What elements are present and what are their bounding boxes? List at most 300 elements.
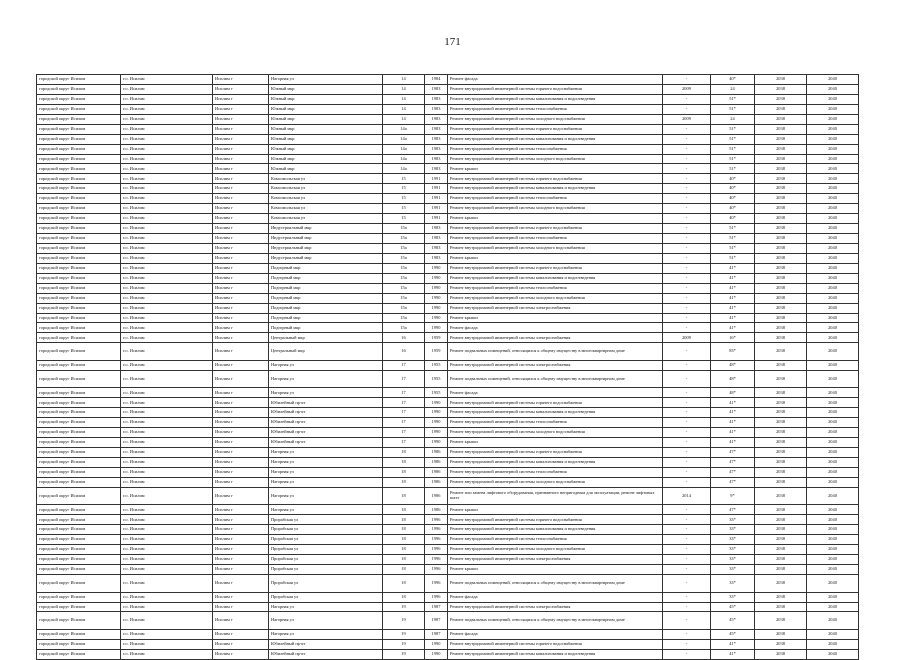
settlement-cell: Исилим г	[213, 94, 269, 104]
plan-end-cell: 2040	[807, 303, 859, 313]
wear-percent-cell: 51*	[711, 164, 755, 174]
table-row	[37, 398, 859, 408]
district-cell: городской округ Исилим	[37, 535, 121, 545]
plan-end-cell: 2040	[807, 263, 859, 273]
page-number: 171	[444, 36, 461, 48]
house-number-cell: 18	[383, 467, 425, 477]
street-cell: Подгорный мкр	[269, 323, 383, 333]
work-type-cell: Ремонт внутридомовой инженерной системы горячего водоснабжения	[448, 84, 663, 94]
house-number-cell: 14а	[383, 144, 425, 154]
build-year-cell: 1983	[425, 253, 448, 263]
plan-start-cell: 2038	[755, 333, 807, 343]
district-cell: городской округ Исилим	[37, 253, 121, 263]
settlement-cell: Исилим г	[213, 84, 269, 94]
street-cell: Нагорная ул	[269, 388, 383, 398]
plan-start-cell: 2038	[755, 253, 807, 263]
work-type-cell: Ремонт внутридомовой инженерной системы теплоснабжения	[448, 283, 663, 293]
street-cell: Юбилейный пр-кт	[269, 408, 383, 418]
build-year-cell: 1991	[425, 184, 448, 194]
street-cell: Южный мкр	[269, 84, 383, 94]
work-type-cell: Ремонт внутридомовой инженерной системы горячего водоснабжения	[448, 639, 663, 649]
district-cell: городской округ Исилим	[37, 525, 121, 535]
work-type-cell: Ремонт внутридомовой инженерной системы холодного водоснабжения	[448, 545, 663, 555]
plan-end-cell: 2040	[807, 164, 859, 174]
house-number-cell: 15а	[383, 263, 425, 273]
build-year-cell: 1990	[425, 428, 448, 438]
table-row	[37, 438, 859, 448]
plan-end-cell: 2040	[807, 639, 859, 649]
district-cell: городской округ Исилим	[37, 574, 121, 592]
work-type-cell: Ремонт внутридомовой инженерной системы канализования и водоотведения	[448, 525, 663, 535]
settlement-cell: Исилим г	[213, 428, 269, 438]
settlement-cell: Исилим г	[213, 224, 269, 234]
build-year-cell: 1996	[425, 515, 448, 525]
last-repair-year-cell: -	[663, 612, 711, 630]
build-year-cell: 1990	[425, 313, 448, 323]
last-repair-year-cell: -	[663, 323, 711, 333]
settlement-cell: Исилим г	[213, 448, 269, 458]
wear-percent-cell: 41*	[711, 649, 755, 659]
wear-percent-cell: 40*	[711, 204, 755, 214]
build-year-cell: 1990	[425, 283, 448, 293]
last-repair-year-cell: -	[663, 535, 711, 545]
district-cell: городской округ Исилим	[37, 243, 121, 253]
wear-percent-cell: 41*	[711, 263, 755, 273]
locality-cell: г.о. Исилим	[121, 194, 213, 204]
settlement-cell: Исилим г	[213, 184, 269, 194]
build-year-cell: 1983	[425, 124, 448, 134]
table-row	[37, 592, 859, 602]
build-year-cell: 1996	[425, 525, 448, 535]
plan-end-cell: 2040	[807, 398, 859, 408]
settlement-cell: Исилим г	[213, 438, 269, 448]
work-type-cell: Ремонт внутридомовой инженерной системы электроснабжения	[448, 555, 663, 565]
plan-end-cell: 2040	[807, 535, 859, 545]
build-year-cell: 1987	[425, 612, 448, 630]
build-year-cell: 1959	[425, 333, 448, 343]
table-row	[37, 535, 859, 545]
district-cell: городской округ Исилим	[37, 448, 121, 458]
street-cell: Нагорная ул	[269, 448, 383, 458]
work-type-cell: Ремонт внутридомовой инженерной системы канализования и водоотведения	[448, 408, 663, 418]
build-year-cell: 1990	[425, 649, 448, 659]
district-cell: городской округ Исилим	[37, 134, 121, 144]
work-type-cell: Ремонт подвальных помещений, относящихся к общему имуществу в многоквартирном доме	[448, 612, 663, 630]
house-number-cell: 14а	[383, 124, 425, 134]
wear-percent-cell: 40*	[711, 194, 755, 204]
plan-end-cell: 2040	[807, 574, 859, 592]
locality-cell: г.о. Исилим	[121, 428, 213, 438]
build-year-cell: 1990	[425, 293, 448, 303]
wear-percent-cell: 33*	[711, 535, 755, 545]
build-year-cell: 1983	[425, 114, 448, 124]
street-cell: Южный мкр	[269, 104, 383, 114]
street-cell: Южный мкр	[269, 134, 383, 144]
plan-start-cell: 2038	[755, 224, 807, 234]
table-row	[37, 253, 859, 263]
last-repair-year-cell: 2009	[663, 114, 711, 124]
locality-cell: г.о. Исилим	[121, 487, 213, 505]
house-number-cell: 18	[383, 515, 425, 525]
street-cell: Прорабская ул	[269, 592, 383, 602]
street-cell: Нагорная ул	[269, 360, 383, 370]
locality-cell: г.о. Исилим	[121, 343, 213, 361]
settlement-cell: Исилим г	[213, 243, 269, 253]
plan-start-cell: 2038	[755, 639, 807, 649]
last-repair-year-cell: 2009	[663, 84, 711, 94]
locality-cell: г.о. Исилим	[121, 515, 213, 525]
settlement-cell: Исилим г	[213, 408, 269, 418]
last-repair-year-cell: -	[663, 75, 711, 85]
wear-percent-cell: 41*	[711, 323, 755, 333]
build-year-cell: 1986	[425, 467, 448, 477]
plan-start-cell: 2038	[755, 630, 807, 640]
district-cell: городской округ Исилим	[37, 144, 121, 154]
work-type-cell: Ремонт фасада	[448, 592, 663, 602]
table-row	[37, 323, 859, 333]
last-repair-year-cell: -	[663, 592, 711, 602]
house-number-cell: 15а	[383, 243, 425, 253]
table-row	[37, 565, 859, 575]
plan-start-cell: 2038	[755, 313, 807, 323]
build-year-cell: 1959	[425, 343, 448, 361]
plan-start-cell: 2038	[755, 565, 807, 575]
plan-end-cell: 2040	[807, 545, 859, 555]
wear-percent-cell: 41*	[711, 293, 755, 303]
wear-percent-cell: 40*	[711, 174, 755, 184]
street-cell: Подгорный мкр	[269, 303, 383, 313]
plan-start-cell: 2038	[755, 114, 807, 124]
settlement-cell: Исилим г	[213, 124, 269, 134]
last-repair-year-cell: -	[663, 313, 711, 323]
plan-end-cell: 2040	[807, 487, 859, 505]
plan-end-cell: 2040	[807, 184, 859, 194]
locality-cell: г.о. Исилим	[121, 75, 213, 85]
district-cell: городской округ Исилим	[37, 418, 121, 428]
district-cell: городской округ Исилим	[37, 505, 121, 515]
wear-percent-cell: 51*	[711, 134, 755, 144]
work-type-cell: Ремонт внутридомовой инженерной системы горячего водоснабжения	[448, 224, 663, 234]
plan-start-cell: 2038	[755, 84, 807, 94]
locality-cell: г.о. Исилим	[121, 234, 213, 244]
plan-end-cell: 2040	[807, 293, 859, 303]
plan-end-cell: 2040	[807, 388, 859, 398]
locality-cell: г.о. Исилим	[121, 360, 213, 370]
house-number-cell: 14	[383, 75, 425, 85]
plan-end-cell: 2040	[807, 194, 859, 204]
plan-end-cell: 2040	[807, 253, 859, 263]
locality-cell: г.о. Исилим	[121, 555, 213, 565]
wear-percent-cell: 47*	[711, 505, 755, 515]
wear-percent-cell: 47*	[711, 467, 755, 477]
house-number-cell: 14	[383, 104, 425, 114]
build-year-cell: 1955	[425, 370, 448, 388]
house-number-cell: 15а	[383, 313, 425, 323]
street-cell: Южный мкр	[269, 144, 383, 154]
build-year-cell: 1986	[425, 487, 448, 505]
street-cell: Юбилейный пр-кт	[269, 649, 383, 659]
work-type-cell: Ремонт подвальных помещений, относящихся к общему имуществу в многоквартирном доме	[448, 343, 663, 361]
last-repair-year-cell: -	[663, 234, 711, 244]
wear-percent-cell: 33*	[711, 515, 755, 525]
build-year-cell: 1990	[425, 438, 448, 448]
street-cell: Комсомольская ул	[269, 204, 383, 214]
plan-end-cell: 2040	[807, 75, 859, 85]
table-row	[37, 144, 859, 154]
settlement-cell: Исилим г	[213, 535, 269, 545]
district-cell: городской округ Исилим	[37, 75, 121, 85]
street-cell: Прорабская ул	[269, 525, 383, 535]
house-number-cell: 15а	[383, 323, 425, 333]
house-number-cell: 18	[383, 565, 425, 575]
house-number-cell: 15а	[383, 273, 425, 283]
plan-end-cell: 2040	[807, 418, 859, 428]
street-cell: Нагорная ул	[269, 630, 383, 640]
wear-percent-cell: 9*	[711, 487, 755, 505]
plan-start-cell: 2038	[755, 592, 807, 602]
plan-end-cell: 2040	[807, 408, 859, 418]
work-type-cell: Ремонт фасада	[448, 388, 663, 398]
plan-end-cell: 2040	[807, 370, 859, 388]
locality-cell: г.о. Исилим	[121, 303, 213, 313]
plan-start-cell: 2038	[755, 525, 807, 535]
last-repair-year-cell: -	[663, 263, 711, 273]
work-type-cell: Ремонт внутридомовой инженерной системы канализования и водоотведения	[448, 184, 663, 194]
table-row	[37, 104, 859, 114]
plan-end-cell: 2040	[807, 360, 859, 370]
plan-start-cell: 2038	[755, 94, 807, 104]
house-number-cell: 19	[383, 649, 425, 659]
plan-start-cell: 2038	[755, 124, 807, 134]
house-number-cell: 17	[383, 418, 425, 428]
table-row	[37, 343, 859, 361]
work-type-cell: Ремонт внутридомовой инженерной системы горячего водоснабжения	[448, 124, 663, 134]
settlement-cell: Исилим г	[213, 114, 269, 124]
build-year-cell: 1990	[425, 263, 448, 273]
build-year-cell: 1983	[425, 134, 448, 144]
locality-cell: г.о. Исилим	[121, 505, 213, 515]
last-repair-year-cell: -	[663, 525, 711, 535]
table-row	[37, 467, 859, 477]
wear-percent-cell: 51*	[711, 154, 755, 164]
build-year-cell: 1996	[425, 592, 448, 602]
locality-cell: г.о. Исилим	[121, 458, 213, 468]
last-repair-year-cell: -	[663, 477, 711, 487]
locality-cell: г.о. Исилим	[121, 174, 213, 184]
house-number-cell: 17	[383, 388, 425, 398]
house-number-cell: 15	[383, 204, 425, 214]
last-repair-year-cell: -	[663, 639, 711, 649]
work-type-cell: Ремонт внутридомовой инженерной системы горячего водоснабжения	[448, 174, 663, 184]
work-type-cell: Ремонт внутридомовой инженерной системы электроснабжения	[448, 602, 663, 612]
build-year-cell: 1986	[425, 505, 448, 515]
build-year-cell: 1983	[425, 224, 448, 234]
last-repair-year-cell: -	[663, 458, 711, 468]
wear-percent-cell: 47*	[711, 458, 755, 468]
street-cell: Прорабская ул	[269, 515, 383, 525]
work-type-cell: Ремонт внутридомовой инженерной системы горячего водоснабжения	[448, 263, 663, 273]
wear-percent-cell: 41*	[711, 398, 755, 408]
work-type-cell: Ремонт внутридомовой инженерной системы канализования и водоотведения	[448, 94, 663, 104]
work-type-cell: Ремонт или замена лифтового оборудования, признанного непригодным для эксплуатации, ремонт лифтовых шахт	[448, 487, 663, 505]
work-type-cell: Ремонт крыши	[448, 313, 663, 323]
wear-percent-cell: 51*	[711, 124, 755, 134]
last-repair-year-cell: -	[663, 144, 711, 154]
build-year-cell: 1983	[425, 84, 448, 94]
work-type-cell: Ремонт внутридомовой инженерной системы канализования и водоотведения	[448, 458, 663, 468]
plan-end-cell: 2040	[807, 323, 859, 333]
plan-start-cell: 2038	[755, 388, 807, 398]
settlement-cell: Исилим г	[213, 263, 269, 273]
last-repair-year-cell: -	[663, 408, 711, 418]
table-row	[37, 313, 859, 323]
house-number-cell: 15а	[383, 224, 425, 234]
wear-percent-cell: 24	[711, 84, 755, 94]
table-row	[37, 224, 859, 234]
plan-end-cell: 2040	[807, 505, 859, 515]
last-repair-year-cell: -	[663, 515, 711, 525]
wear-percent-cell: 33*	[711, 545, 755, 555]
work-type-cell: Ремонт крыши	[448, 214, 663, 224]
street-cell: Нагорная ул	[269, 370, 383, 388]
locality-cell: г.о. Исилим	[121, 154, 213, 164]
build-year-cell: 1983	[425, 154, 448, 164]
house-number-cell: 18	[383, 505, 425, 515]
house-number-cell: 15а	[383, 303, 425, 313]
table-row	[37, 408, 859, 418]
street-cell: Прорабская ул	[269, 574, 383, 592]
plan-start-cell: 2038	[755, 467, 807, 477]
settlement-cell: Исилим г	[213, 303, 269, 313]
district-cell: городской округ Исилим	[37, 94, 121, 104]
district-cell: городской округ Исилим	[37, 639, 121, 649]
locality-cell: г.о. Исилим	[121, 639, 213, 649]
work-type-cell: Ремонт внутридомовой инженерной системы теплоснабжения	[448, 104, 663, 114]
plan-start-cell: 2038	[755, 144, 807, 154]
locality-cell: г.о. Исилим	[121, 545, 213, 555]
house-number-cell: 15	[383, 194, 425, 204]
district-cell: городской округ Исилим	[37, 224, 121, 234]
plan-start-cell: 2038	[755, 303, 807, 313]
district-cell: городской округ Исилим	[37, 343, 121, 361]
wear-percent-cell: 41*	[711, 438, 755, 448]
house-number-cell: 17	[383, 408, 425, 418]
house-number-cell: 15а	[383, 253, 425, 263]
plan-end-cell: 2040	[807, 649, 859, 659]
table-row	[37, 283, 859, 293]
locality-cell: г.о. Исилим	[121, 224, 213, 234]
wear-percent-cell: 40*	[711, 214, 755, 224]
locality-cell: г.о. Исилим	[121, 184, 213, 194]
plan-end-cell: 2040	[807, 565, 859, 575]
last-repair-year-cell: -	[663, 428, 711, 438]
work-type-cell: Ремонт внутридомовой инженерной системы холодного водоснабжения	[448, 243, 663, 253]
wear-percent-cell: 16*	[711, 333, 755, 343]
table-row	[37, 333, 859, 343]
wear-percent-cell: 51*	[711, 224, 755, 234]
build-year-cell: 1984	[425, 75, 448, 85]
table-row	[37, 75, 859, 85]
street-cell: Прорабская ул	[269, 555, 383, 565]
last-repair-year-cell: -	[663, 370, 711, 388]
house-number-cell: 14	[383, 94, 425, 104]
table-row	[37, 505, 859, 515]
wear-percent-cell: 41*	[711, 313, 755, 323]
district-cell: городской округ Исилим	[37, 649, 121, 659]
district-cell: городской округ Исилим	[37, 477, 121, 487]
plan-end-cell: 2040	[807, 94, 859, 104]
plan-end-cell: 2040	[807, 283, 859, 293]
district-cell: городской округ Исилим	[37, 174, 121, 184]
plan-start-cell: 2038	[755, 283, 807, 293]
plan-start-cell: 2038	[755, 458, 807, 468]
district-cell: городской округ Исилим	[37, 154, 121, 164]
street-cell: Южный мкр	[269, 124, 383, 134]
table-row	[37, 184, 859, 194]
table-row	[37, 602, 859, 612]
last-repair-year-cell: -	[663, 204, 711, 214]
settlement-cell: Исилим г	[213, 204, 269, 214]
locality-cell: г.о. Исилим	[121, 565, 213, 575]
plan-end-cell: 2040	[807, 438, 859, 448]
district-cell: городской округ Исилим	[37, 124, 121, 134]
settlement-cell: Исилим г	[213, 313, 269, 323]
settlement-cell: Исилим г	[213, 477, 269, 487]
plan-end-cell: 2040	[807, 234, 859, 244]
last-repair-year-cell: -	[663, 164, 711, 174]
district-cell: городской округ Исилим	[37, 234, 121, 244]
locality-cell: г.о. Исилим	[121, 388, 213, 398]
house-number-cell: 15а	[383, 234, 425, 244]
work-type-cell: Ремонт внутридомовой инженерной системы теплоснабжения	[448, 194, 663, 204]
work-type-cell: Ремонт подвальных помещений, относящихся к общему имуществу в многоквартирном доме	[448, 574, 663, 592]
locality-cell: г.о. Исилим	[121, 164, 213, 174]
build-year-cell: 1986	[425, 477, 448, 487]
house-number-cell: 15	[383, 184, 425, 194]
last-repair-year-cell: -	[663, 273, 711, 283]
house-number-cell: 18	[383, 477, 425, 487]
settlement-cell: Исилим г	[213, 639, 269, 649]
last-repair-year-cell: -	[663, 303, 711, 313]
table-row	[37, 214, 859, 224]
house-number-cell: 18	[383, 592, 425, 602]
last-repair-year-cell: -	[663, 174, 711, 184]
street-cell: Нагорная ул	[269, 505, 383, 515]
work-type-cell: Ремонт подвальных помещений, относящихся к общему имуществу в многоквартирном доме	[448, 370, 663, 388]
wear-percent-cell: 45*	[711, 630, 755, 640]
district-cell: городской округ Исилим	[37, 333, 121, 343]
plan-start-cell: 2038	[755, 535, 807, 545]
district-cell: городской округ Исилим	[37, 194, 121, 204]
table-row	[37, 243, 859, 253]
settlement-cell: Исилим г	[213, 467, 269, 477]
table-row	[37, 448, 859, 458]
district-cell: городской округ Исилим	[37, 630, 121, 640]
street-cell: Нагорная ул	[269, 602, 383, 612]
settlement-cell: Исилим г	[213, 525, 269, 535]
plan-start-cell: 2038	[755, 487, 807, 505]
plan-start-cell: 2038	[755, 263, 807, 273]
street-cell: Южный мкр	[269, 164, 383, 174]
wear-percent-cell: 41*	[711, 639, 755, 649]
last-repair-year-cell: -	[663, 438, 711, 448]
work-type-cell: Ремонт внутридомовой инженерной системы теплоснабжения	[448, 234, 663, 244]
work-type-cell: Ремонт фасада	[448, 323, 663, 333]
house-number-cell: 17	[383, 370, 425, 388]
settlement-cell: Исилим г	[213, 545, 269, 555]
wear-percent-cell: 48*	[711, 360, 755, 370]
district-cell: городской округ Исилим	[37, 273, 121, 283]
